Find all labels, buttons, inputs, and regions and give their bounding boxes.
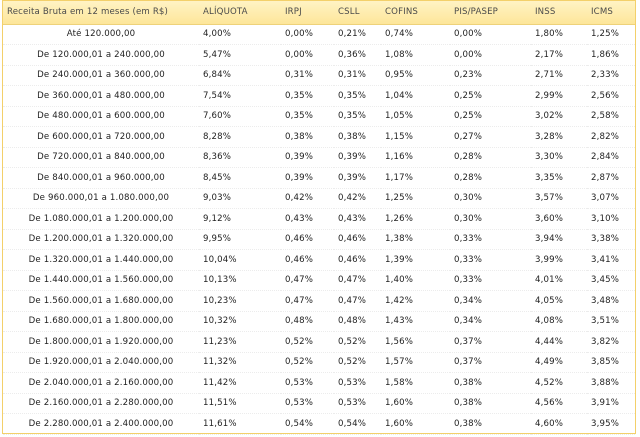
cell-inss: 3,99%: [531, 250, 587, 271]
cell-irpj: 0,47%: [281, 270, 334, 291]
header-aliquota: ALÍQUOTA: [199, 1, 281, 24]
cell-inss: 3,35%: [531, 168, 587, 189]
table-row: [3, 45, 635, 66]
cell-inss: 3,57%: [531, 188, 587, 209]
table-row: [3, 414, 635, 435]
cell-inss: 3,02%: [531, 106, 587, 127]
cell-cofins: 1,04%: [381, 86, 450, 107]
cell-pis-pasep: 0,27%: [450, 127, 531, 148]
cell-csll: 0,46%: [334, 250, 381, 271]
cell-pis-pasep: 0,00%: [450, 45, 531, 66]
header-irpj: IRPJ: [281, 1, 334, 24]
cell-revenue-range: De 600.000,01 a 720.000,00: [3, 127, 199, 148]
cell-icms: 3,51%: [587, 311, 635, 332]
cell-revenue-range: De 1.200.000,01 a 1.320.000,00: [3, 229, 199, 250]
cell-cofins: 1,15%: [381, 127, 450, 148]
cell-aliquota: 11,23%: [199, 332, 281, 353]
cell-icms: 3,91%: [587, 393, 635, 414]
cell-irpj: 0,46%: [281, 229, 334, 250]
cell-cofins: 1,25%: [381, 188, 450, 209]
cell-inss: 3,94%: [531, 229, 587, 250]
table-row: [3, 188, 635, 209]
header-cofins: COFINS: [381, 1, 450, 24]
cell-cofins: 1,43%: [381, 311, 450, 332]
cell-irpj: 0,00%: [281, 24, 334, 45]
cell-aliquota: 10,13%: [199, 270, 281, 291]
cell-csll: 0,43%: [334, 209, 381, 230]
table-row: [3, 106, 635, 127]
cell-pis-pasep: 0,28%: [450, 147, 531, 168]
table-row: [3, 65, 635, 86]
table-row: [3, 147, 635, 168]
cell-aliquota: 8,28%: [199, 127, 281, 148]
cell-pis-pasep: 0,28%: [450, 168, 531, 189]
table-row: [3, 168, 635, 189]
cell-irpj: 0,47%: [281, 291, 334, 312]
cell-revenue-range: De 240.000,01 a 360.000,00: [3, 65, 199, 86]
cell-aliquota: 10,04%: [199, 250, 281, 271]
cell-revenue-range: De 480.000,01 a 600.000,00: [3, 106, 199, 127]
table-body: [3, 24, 635, 434]
cell-inss: 4,56%: [531, 393, 587, 414]
cell-cofins: 0,95%: [381, 65, 450, 86]
cell-irpj: 0,39%: [281, 147, 334, 168]
cell-inss: 4,01%: [531, 270, 587, 291]
cell-inss: 4,05%: [531, 291, 587, 312]
cell-cofins: 1,40%: [381, 270, 450, 291]
table-row: [3, 24, 635, 45]
cell-pis-pasep: 0,34%: [450, 291, 531, 312]
cell-cofins: 1,57%: [381, 352, 450, 373]
cell-icms: 3,45%: [587, 270, 635, 291]
cell-revenue-range: De 1.680.000,01 a 1.800.000,00: [3, 311, 199, 332]
cell-icms: 3,95%: [587, 414, 635, 435]
tax-rate-table: [3, 1, 635, 435]
header-icms: ICMS: [587, 1, 635, 24]
cell-aliquota: 8,45%: [199, 168, 281, 189]
header-pis-pasep: PIS/PASEP: [450, 1, 531, 24]
cell-csll: 0,53%: [334, 373, 381, 394]
cell-csll: 0,36%: [334, 45, 381, 66]
cell-irpj: 0,54%: [281, 414, 334, 435]
header-csll: CSLL: [334, 1, 381, 24]
cell-aliquota: 5,47%: [199, 45, 281, 66]
cell-aliquota: 7,60%: [199, 106, 281, 127]
cell-aliquota: 9,03%: [199, 188, 281, 209]
table-row: [3, 270, 635, 291]
cell-cofins: 1,42%: [381, 291, 450, 312]
cell-csll: 0,31%: [334, 65, 381, 86]
cell-pis-pasep: 0,33%: [450, 229, 531, 250]
table-row: [3, 209, 635, 230]
cell-revenue-range: De 2.160.000,01 a 2.280.000,00: [3, 393, 199, 414]
cell-pis-pasep: 0,33%: [450, 270, 531, 291]
table-row: [3, 311, 635, 332]
cell-csll: 0,48%: [334, 311, 381, 332]
cell-icms: 3,10%: [587, 209, 635, 230]
header-inss: INSS: [531, 1, 587, 24]
cell-revenue-range: De 1.800.000,01 a 1.920.000,00: [3, 332, 199, 353]
cell-revenue-range: De 960.000,01 a 1.080.000,00: [3, 188, 199, 209]
cell-icms: 3,07%: [587, 188, 635, 209]
cell-irpj: 0,52%: [281, 332, 334, 353]
cell-icms: 2,84%: [587, 147, 635, 168]
table-row: [3, 373, 635, 394]
cell-icms: 2,87%: [587, 168, 635, 189]
cell-cofins: 1,05%: [381, 106, 450, 127]
cell-csll: 0,35%: [334, 86, 381, 107]
cell-icms: 3,41%: [587, 250, 635, 271]
cell-cofins: 1,58%: [381, 373, 450, 394]
cell-irpj: 0,53%: [281, 373, 334, 394]
table-row: [3, 86, 635, 107]
cell-pis-pasep: 0,30%: [450, 188, 531, 209]
cell-revenue-range: De 840.000,01 a 960.000,00: [3, 168, 199, 189]
cell-inss: 2,17%: [531, 45, 587, 66]
cell-pis-pasep: 0,25%: [450, 106, 531, 127]
cell-revenue-range: De 1.320.000,01 a 1.440.000,00: [3, 250, 199, 271]
cell-irpj: 0,43%: [281, 209, 334, 230]
cell-aliquota: 11,42%: [199, 373, 281, 394]
cell-pis-pasep: 0,30%: [450, 209, 531, 230]
cell-icms: 3,88%: [587, 373, 635, 394]
cell-pis-pasep: 0,00%: [450, 24, 531, 45]
header-revenue: Receita Bruta em 12 meses (em R$): [3, 1, 199, 24]
cell-csll: 0,47%: [334, 270, 381, 291]
table-row: [3, 332, 635, 353]
cell-irpj: 0,31%: [281, 65, 334, 86]
cell-csll: 0,52%: [334, 352, 381, 373]
cell-aliquota: 9,12%: [199, 209, 281, 230]
cell-icms: 2,82%: [587, 127, 635, 148]
cell-aliquota: 4,00%: [199, 24, 281, 45]
cell-csll: 0,52%: [334, 332, 381, 353]
cell-cofins: 1,16%: [381, 147, 450, 168]
table-row: [3, 250, 635, 271]
cell-irpj: 0,39%: [281, 168, 334, 189]
cell-csll: 0,38%: [334, 127, 381, 148]
cell-icms: 3,38%: [587, 229, 635, 250]
cell-inss: 4,52%: [531, 373, 587, 394]
header-row: [3, 1, 635, 24]
cell-inss: 1,80%: [531, 24, 587, 45]
cell-revenue-range: De 120.000,01 a 240.000,00: [3, 45, 199, 66]
cell-irpj: 0,52%: [281, 352, 334, 373]
cell-revenue-range: De 1.080.000,01 a 1.200.000,00: [3, 209, 199, 230]
cell-icms: 1,25%: [587, 24, 635, 45]
table-row: [3, 127, 635, 148]
cell-pis-pasep: 0,34%: [450, 311, 531, 332]
cell-csll: 0,46%: [334, 229, 381, 250]
cell-icms: 2,58%: [587, 106, 635, 127]
cell-inss: 3,60%: [531, 209, 587, 230]
cell-revenue-range: De 2.280.000,01 a 2.400.000,00: [3, 414, 199, 435]
cell-aliquota: 8,36%: [199, 147, 281, 168]
cell-aliquota: 7,54%: [199, 86, 281, 107]
table-row: [3, 229, 635, 250]
cell-icms: 2,56%: [587, 86, 635, 107]
cell-pis-pasep: 0,37%: [450, 352, 531, 373]
cell-csll: 0,53%: [334, 393, 381, 414]
cell-pis-pasep: 0,33%: [450, 250, 531, 271]
cell-csll: 0,21%: [334, 24, 381, 45]
cell-pis-pasep: 0,38%: [450, 393, 531, 414]
cell-revenue-range: De 720.000,01 a 840.000,00: [3, 147, 199, 168]
cell-icms: 2,33%: [587, 65, 635, 86]
cell-aliquota: 11,32%: [199, 352, 281, 373]
cell-csll: 0,42%: [334, 188, 381, 209]
table-row: [3, 352, 635, 373]
cell-revenue-range: De 2.040.000,01 a 2.160.000,00: [3, 373, 199, 394]
cell-aliquota: 11,51%: [199, 393, 281, 414]
cell-cofins: 1,08%: [381, 45, 450, 66]
cell-inss: 3,28%: [531, 127, 587, 148]
cell-revenue-range: Até 120.000,00: [3, 24, 199, 45]
table-header: [3, 1, 635, 24]
cell-pis-pasep: 0,38%: [450, 414, 531, 435]
cell-irpj: 0,53%: [281, 393, 334, 414]
cell-cofins: 1,17%: [381, 168, 450, 189]
cell-cofins: 0,74%: [381, 24, 450, 45]
cell-irpj: 0,38%: [281, 127, 334, 148]
cell-csll: 0,39%: [334, 168, 381, 189]
cell-revenue-range: De 360.000,01 a 480.000,00: [3, 86, 199, 107]
cell-csll: 0,35%: [334, 106, 381, 127]
cell-csll: 0,54%: [334, 414, 381, 435]
cell-inss: 4,49%: [531, 352, 587, 373]
cell-revenue-range: De 1.560.000,01 a 1.680.000,00: [3, 291, 199, 312]
cell-icms: 1,86%: [587, 45, 635, 66]
cell-cofins: 1,26%: [381, 209, 450, 230]
cell-cofins: 1,56%: [381, 332, 450, 353]
cell-cofins: 1,60%: [381, 393, 450, 414]
tax-rate-table-container: [2, 0, 636, 434]
cell-pis-pasep: 0,38%: [450, 373, 531, 394]
cell-irpj: 0,00%: [281, 45, 334, 66]
cell-revenue-range: De 1.440.000,01 a 1.560.000,00: [3, 270, 199, 291]
cell-irpj: 0,42%: [281, 188, 334, 209]
cell-aliquota: 6,84%: [199, 65, 281, 86]
cell-icms: 3,82%: [587, 332, 635, 353]
cell-icms: 3,48%: [587, 291, 635, 312]
cell-revenue-range: De 1.920.000,01 a 2.040.000,00: [3, 352, 199, 373]
table-row: [3, 393, 635, 414]
cell-irpj: 0,48%: [281, 311, 334, 332]
cell-irpj: 0,46%: [281, 250, 334, 271]
cell-aliquota: 10,23%: [199, 291, 281, 312]
cell-pis-pasep: 0,25%: [450, 86, 531, 107]
cell-inss: 4,60%: [531, 414, 587, 435]
cell-csll: 0,39%: [334, 147, 381, 168]
cell-inss: 3,30%: [531, 147, 587, 168]
table-row: [3, 291, 635, 312]
cell-irpj: 0,35%: [281, 86, 334, 107]
cell-csll: 0,47%: [334, 291, 381, 312]
cell-aliquota: 11,61%: [199, 414, 281, 435]
cell-irpj: 0,35%: [281, 106, 334, 127]
cell-icms: 3,85%: [587, 352, 635, 373]
cell-inss: 2,99%: [531, 86, 587, 107]
cell-cofins: 1,60%: [381, 414, 450, 435]
cell-aliquota: 9,95%: [199, 229, 281, 250]
cell-inss: 4,08%: [531, 311, 587, 332]
cell-inss: 4,44%: [531, 332, 587, 353]
cell-pis-pasep: 0,23%: [450, 65, 531, 86]
cell-aliquota: 10,32%: [199, 311, 281, 332]
cell-cofins: 1,39%: [381, 250, 450, 271]
cell-pis-pasep: 0,37%: [450, 332, 531, 353]
cell-inss: 2,71%: [531, 65, 587, 86]
cell-cofins: 1,38%: [381, 229, 450, 250]
